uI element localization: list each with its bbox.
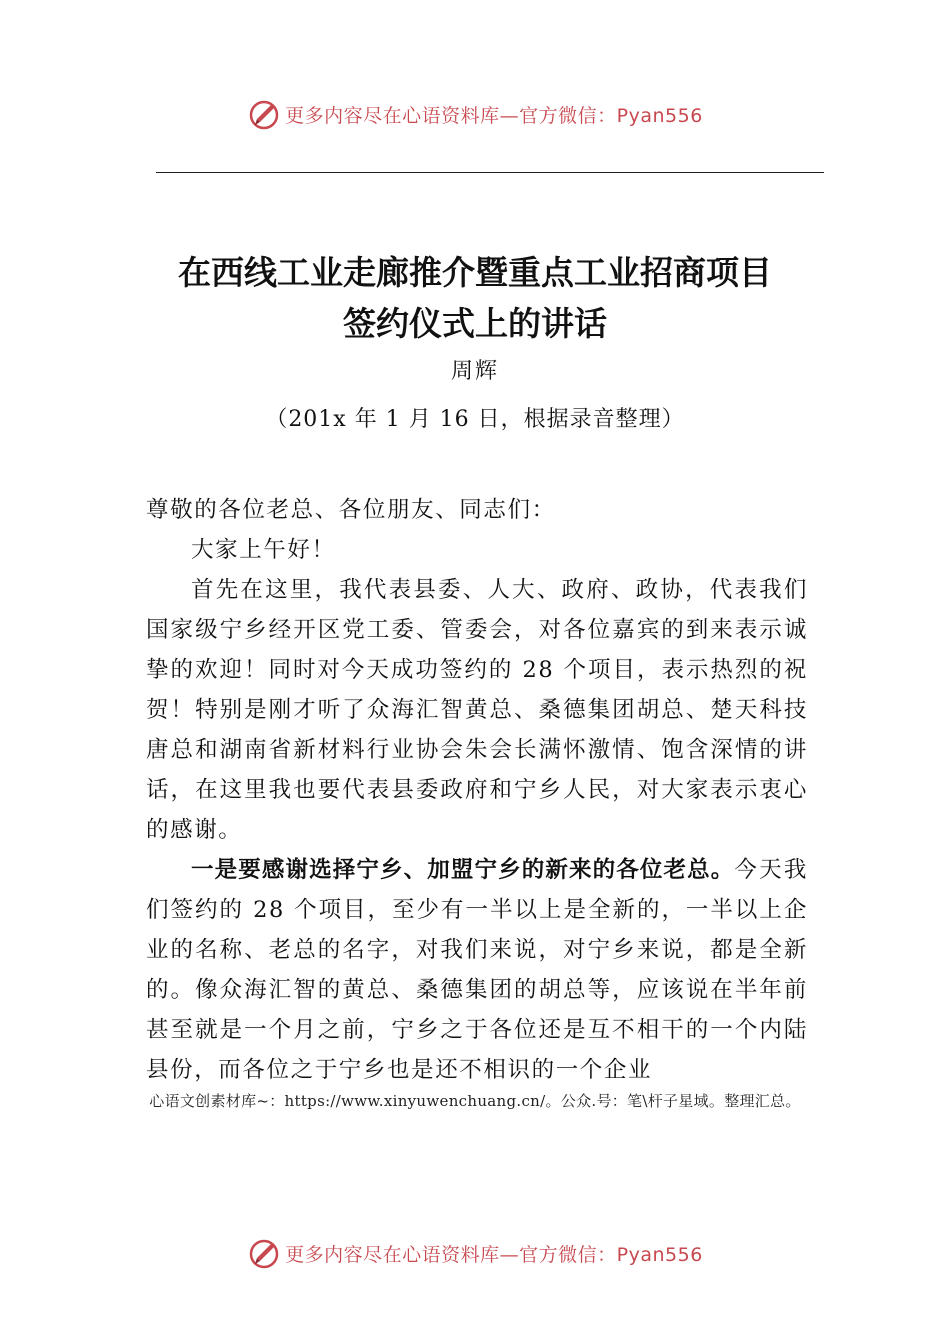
banner-text: 更多内容尽在心语资料库—官方微信： — [285, 1243, 617, 1266]
paragraph-2-heading: 一是要感谢选择宁乡、加盟宁乡的新来的各位老总。 — [191, 857, 735, 883]
pen-logo-icon — [247, 97, 281, 131]
greeting: 大家上午好！ — [191, 537, 336, 563]
document-title — [0, 247, 950, 349]
title-line-1: 在西线工业走廊推介暨重点工业招商项目 — [178, 253, 772, 292]
document-body — [146, 490, 808, 1090]
footer-note: 心语文创素材库~：https://www.xinyuwenchuang.cn/。公众.号：笔\杆子星域。整理汇总。 — [149, 1092, 801, 1110]
paragraph-2-text: 今天我们签约的 28 个项目，至少有一半以上是全新的，一半以上企业的名称、老总的名字，对我们来说，对宁乡来说，都是全新的。像众海汇智的黄总、桑德集团的胡总等，应该说在半年前甚至就是一个月之前，宁乡之于各位还是互不相干的一个内陆县份，而各位之于宁乡也是还不相识的一个企业 — [146, 857, 808, 1083]
header-rule — [156, 172, 824, 173]
banner-wechat-id: Pyan556 — [616, 1243, 703, 1266]
author: 周辉 — [450, 359, 499, 384]
title-line-2: 签约仪式上的讲话 — [343, 304, 607, 343]
banner-wechat-id: Pyan556 — [616, 104, 703, 127]
paragraph-2 — [146, 850, 808, 1090]
top-banner — [0, 94, 950, 134]
pen-logo-icon — [247, 1236, 281, 1270]
salutation: 尊敬的各位老总、各位朋友、同志们： — [146, 497, 556, 523]
bottom-banner — [0, 1233, 950, 1273]
date-note: （201x 年 1 月 16 日，根据录音整理） — [265, 407, 685, 432]
banner-text: 更多内容尽在心语资料库—官方微信： — [285, 104, 617, 127]
paragraph-1: 首先在这里，我代表县委、人大、政府、政协，代表我们国家级宁乡经开区党工委、管委会，对各位嘉宾的到来表示诚挚的欢迎！同时对今天成功签约的 28 个项目，表示热烈的祝贺！特别是刚才听了众海汇智黄总、桑德集团胡总、楚天科技唐总和湖南省新材料行业协会朱会长满怀激情、饱含深情的讲话，在这里我也要代表县委政府和宁乡人民，对大家表示衷心的感谢。 — [146, 577, 808, 843]
